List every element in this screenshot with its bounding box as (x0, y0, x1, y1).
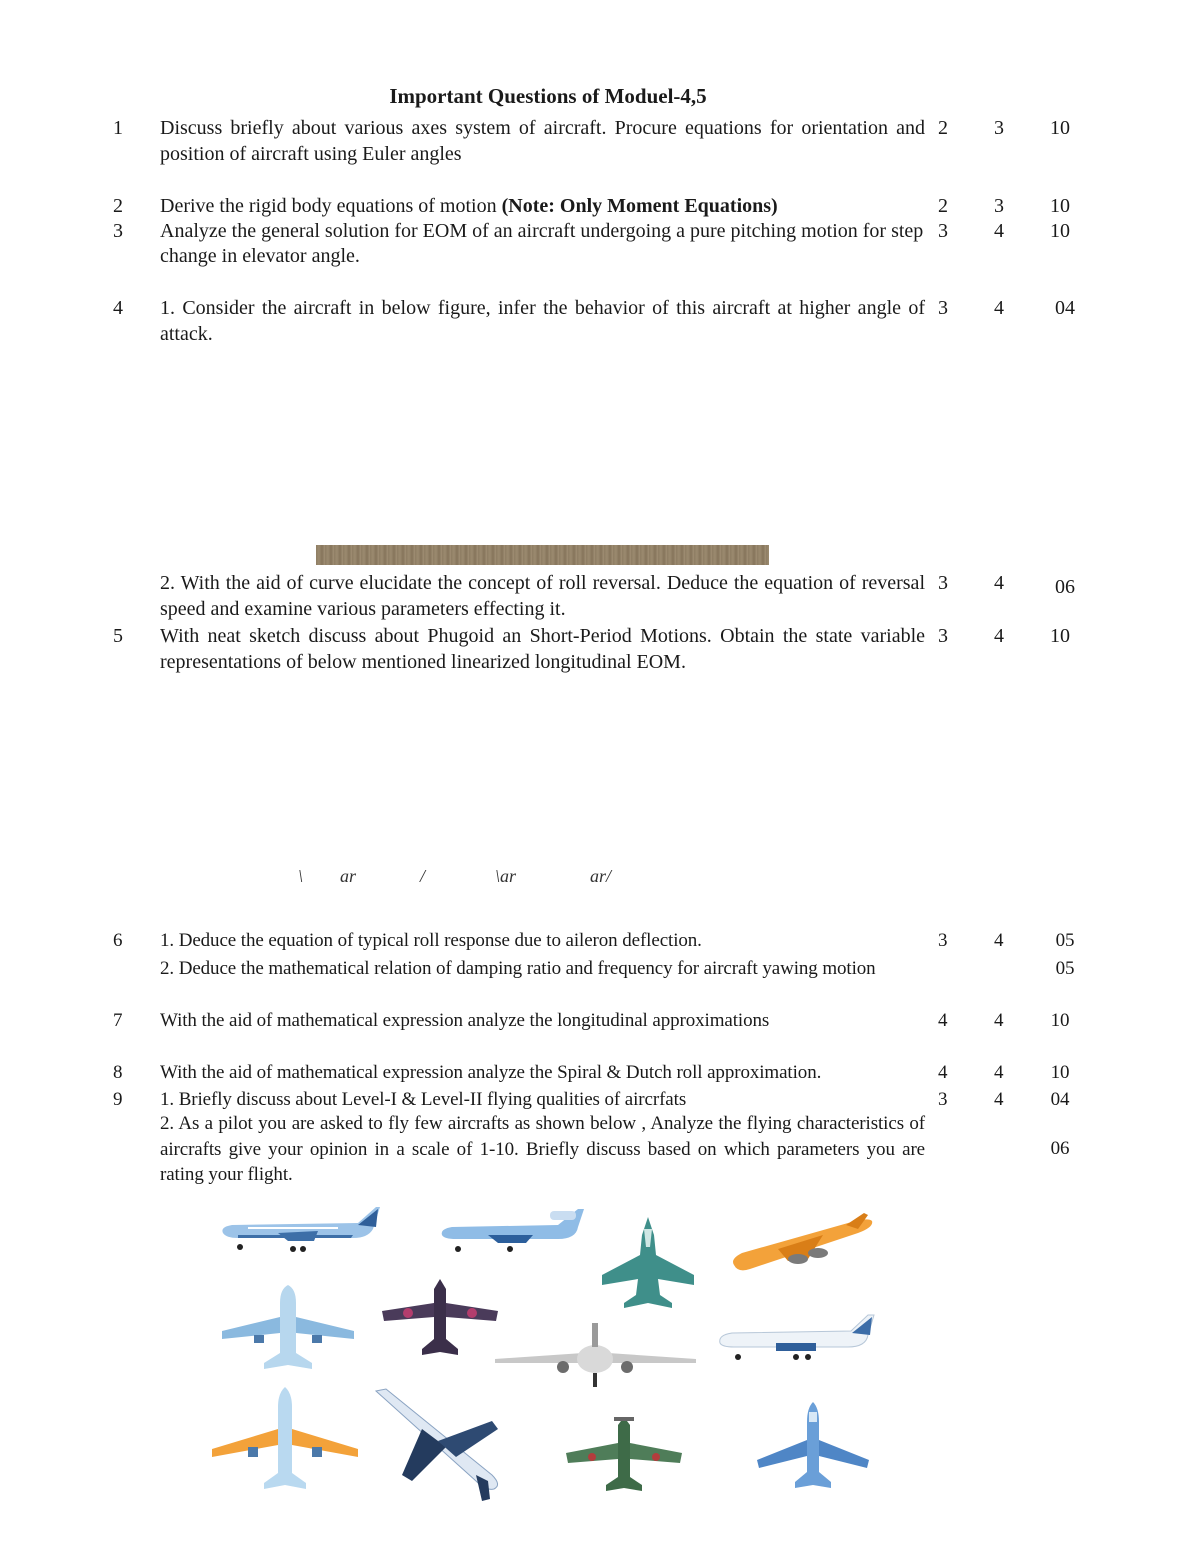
equation-fragment: ar/ (590, 866, 612, 886)
question-text: 2. With the aid of curve elucidate the concept of roll reversal. Deduce the equation of reversal speed and examine various parameters effecting it. (160, 572, 925, 620)
question-text: 1. Consider the aircraft in below figure, infer the behavior of this aircraft at higher angle of attack. (160, 297, 925, 345)
level-value: 4 (994, 1089, 1004, 1110)
question-note: (Note: Only Moment Equations) (501, 195, 778, 217)
question-number: 9 (113, 1089, 123, 1110)
marks-value: 10 (1050, 220, 1070, 242)
question-text (160, 193, 925, 219)
level-value: 4 (994, 220, 1004, 242)
page-title: Important Questions of Moduel-4,5 (389, 84, 707, 108)
co-value: 3 (938, 572, 948, 594)
marks-value: 06 (1055, 576, 1075, 598)
question-number: 7 (113, 1010, 123, 1031)
question-text: Analyze the general solution for EOM of an aircraft undergoing a pure pitching motion for step change in elevator angle. (160, 220, 924, 267)
question-number: 3 (113, 220, 123, 242)
jet-blue-top-icon (753, 1400, 873, 1500)
jet-side-icon (438, 1205, 593, 1255)
marks-value: 05 (1055, 930, 1075, 951)
jet-navy-icon (372, 1385, 522, 1505)
co-value: 3 (938, 930, 948, 951)
airliner-front-icon (493, 1323, 698, 1393)
question-text: 1. Briefly discuss about Level-I & Level-II flying qualities of aircrfats (160, 1089, 687, 1110)
co-value: 2 (938, 117, 948, 139)
airliner-orange-wing-icon (208, 1385, 363, 1495)
marks-value: 06 (1050, 1138, 1070, 1159)
figure-strip (316, 545, 769, 565)
marks-value: 05 (1055, 958, 1075, 979)
question-number: 5 (113, 625, 123, 647)
aircraft-illustrations (200, 1195, 900, 1515)
marks-value: 10 (1050, 1010, 1070, 1031)
co-value: 3 (938, 1089, 948, 1110)
question-text: With the aid of mathematical expression analyze the longitudinal approximations (160, 1010, 770, 1031)
marks-value: 10 (1050, 195, 1070, 217)
airliner-white-icon (716, 1313, 881, 1368)
equation-fragment: \ar (495, 866, 517, 886)
marks-value: 10 (1050, 117, 1070, 139)
question-text: Discuss briefly about various axes system of aircraft. Procure equations for orientation and position of aircraft using Euler angles (160, 117, 925, 165)
marks-value: 04 (1055, 297, 1075, 319)
prop-plane-purple-icon (378, 1277, 503, 1362)
question-text: With neat sketch discuss about Phugoid an Short-Period Motions. Obtain the state variable representations of below mentioned linearized longitudinal EOM. (160, 625, 925, 673)
question-number: 8 (113, 1062, 123, 1083)
airliner-side-icon (218, 1205, 383, 1255)
co-value: 4 (938, 1062, 948, 1083)
marks-value: 04 (1050, 1089, 1070, 1110)
marks-value: 10 (1050, 1062, 1070, 1083)
co-value: 4 (938, 1010, 948, 1031)
question-number: 2 (113, 195, 123, 217)
question-number: 4 (113, 297, 123, 319)
level-value: 4 (994, 625, 1004, 647)
question-text: With the aid of mathematical expression analyze the Spiral & Dutch roll approximation. (160, 1062, 822, 1083)
co-value: 2 (938, 195, 948, 217)
marks-value: 10 (1050, 625, 1070, 647)
level-value: 4 (994, 1062, 1004, 1083)
question-text: 2. Deduce the mathematical relation of damping ratio and frequency for aircraft yawing motion (160, 958, 876, 979)
airliner-top-icon (218, 1283, 358, 1373)
level-value: 4 (994, 572, 1004, 594)
prop-plane-green-icon (562, 1415, 687, 1500)
co-value: 3 (938, 625, 948, 647)
level-value: 4 (994, 930, 1004, 951)
equation-fragment: \ (298, 866, 304, 886)
fighter-top-icon (598, 1215, 698, 1310)
co-value: 3 (938, 297, 948, 319)
question-text: 1. Deduce the equation of typical roll response due to aileron deflection. (160, 930, 702, 951)
equation-fragment: ar (340, 866, 357, 886)
question-number: 6 (113, 930, 123, 951)
level-value: 4 (994, 297, 1004, 319)
question-number: 1 (113, 117, 123, 139)
level-value: 4 (994, 1010, 1004, 1031)
co-value: 3 (938, 220, 948, 242)
level-value: 3 (994, 117, 1004, 139)
question-text-main: Derive the rigid body equations of motion (160, 195, 502, 217)
level-value: 3 (994, 195, 1004, 217)
equation-fragment: / (420, 866, 426, 886)
airliner-climbing-icon (728, 1213, 878, 1278)
question-text: 2. As a pilot you are asked to fly few aircrafts as shown below , Analyze the flying characteristics of aircrafts give your opinion in a scale of 1-10. Briefly discuss based on which parameters you are rating your flight. (160, 1113, 925, 1185)
